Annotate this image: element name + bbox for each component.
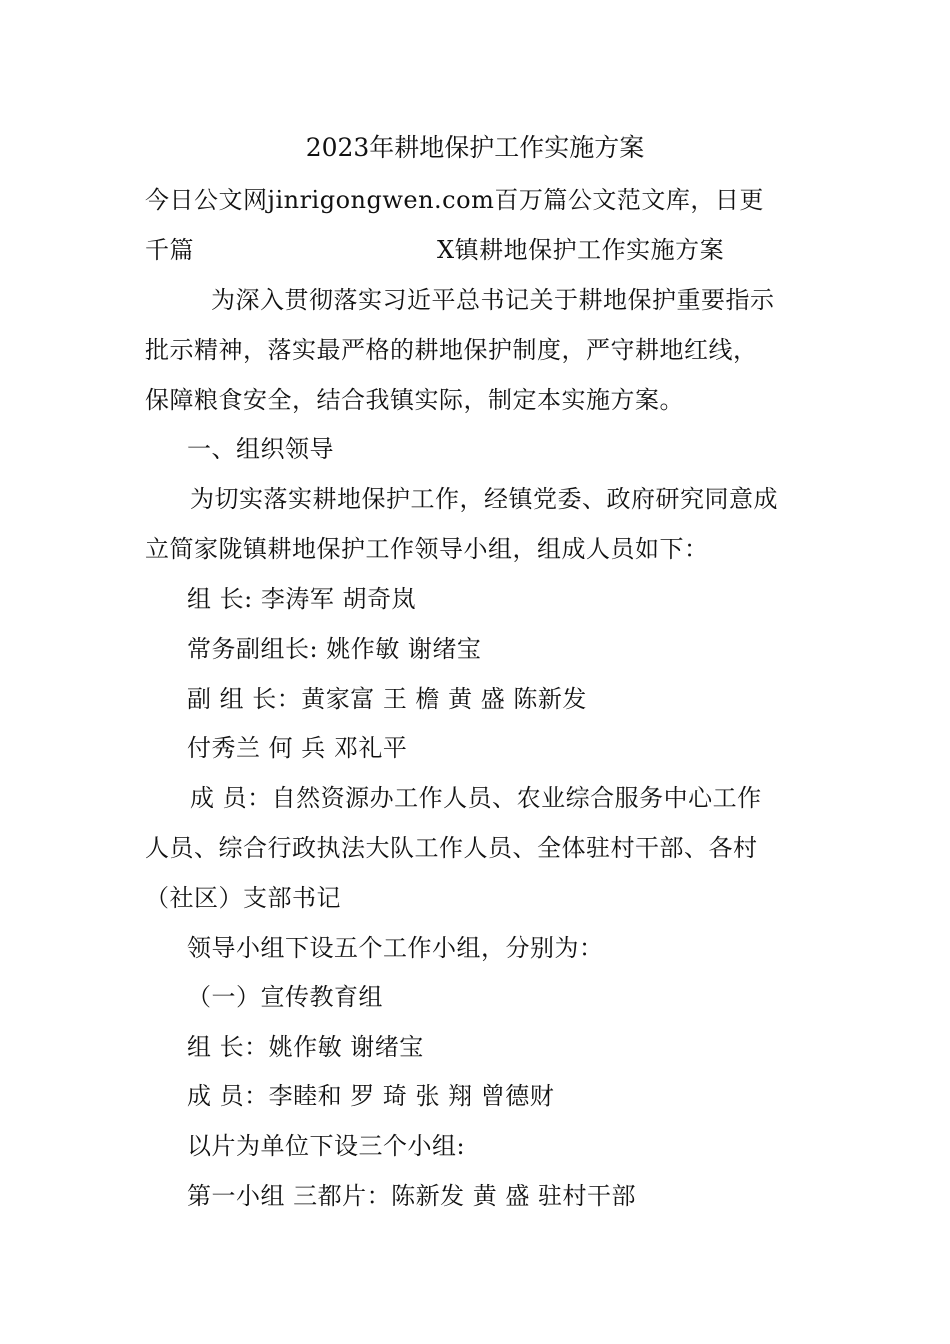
members-line-2: 人员、综合行政执法大队工作人员、全体驻村干部、各村 [145, 834, 758, 862]
exec-deputy-line: 常务副组长: 姚作敏 谢绪宝 [187, 635, 482, 663]
leader-line: 组 长: 李涛军 胡奇岚 [187, 585, 416, 613]
section-1-heading: 一、组织领导 [187, 435, 334, 463]
sub-unit-1: 第一小组 三都片：陈新发 黄 盛 驻村干部 [187, 1182, 637, 1210]
source-line-2: 千篇 [145, 236, 194, 264]
deputy-line: 副 组 长：黄家富 王 檐 黄 盛 陈新发 [187, 685, 587, 713]
document-title: 2023年耕地保护工作实施方案 [305, 133, 645, 162]
deputy-cont-line: 付秀兰 何 兵 邓礼平 [187, 734, 408, 762]
document-subtitle: X镇耕地保护工作实施方案 [437, 236, 725, 264]
section-1-para-line-2: 立简家陇镇耕地保护工作领导小组，组成人员如下： [145, 535, 709, 563]
sub-units-intro: 以片为单位下设三个小组: [187, 1132, 466, 1160]
subgroups-intro: 领导小组下设五个工作小组，分别为： [187, 934, 604, 962]
intro-line-2: 批示精神，落实最严格的耕地保护制度，严守耕地红线， [145, 336, 758, 364]
source-line-1: 今日公文网jinrigongwen.com百万篇公文范文库，日更 [145, 186, 764, 214]
members-line-3: （社区）支部书记 [145, 884, 341, 912]
intro-line-3: 保障粮食安全，结合我镇实际，制定本实施方案。 [145, 386, 684, 414]
intro-line-1: 为深入贯彻落实习近平总书记关于耕地保护重要指示 [211, 286, 775, 314]
section-1-para-line-1: 为切实落实耕地保护工作，经镇党委、政府研究同意成 [190, 485, 778, 513]
group-1-members: 成 员：李睦和 罗 琦 张 翔 曾德财 [187, 1082, 555, 1110]
members-line-1: 成 员：自然资源办工作人员、农业综合服务中心工作 [190, 784, 762, 812]
group-1-leader: 组 长：姚作敏 谢绪宝 [187, 1033, 424, 1061]
group-1-heading: （一）宣传教育组 [187, 983, 383, 1011]
